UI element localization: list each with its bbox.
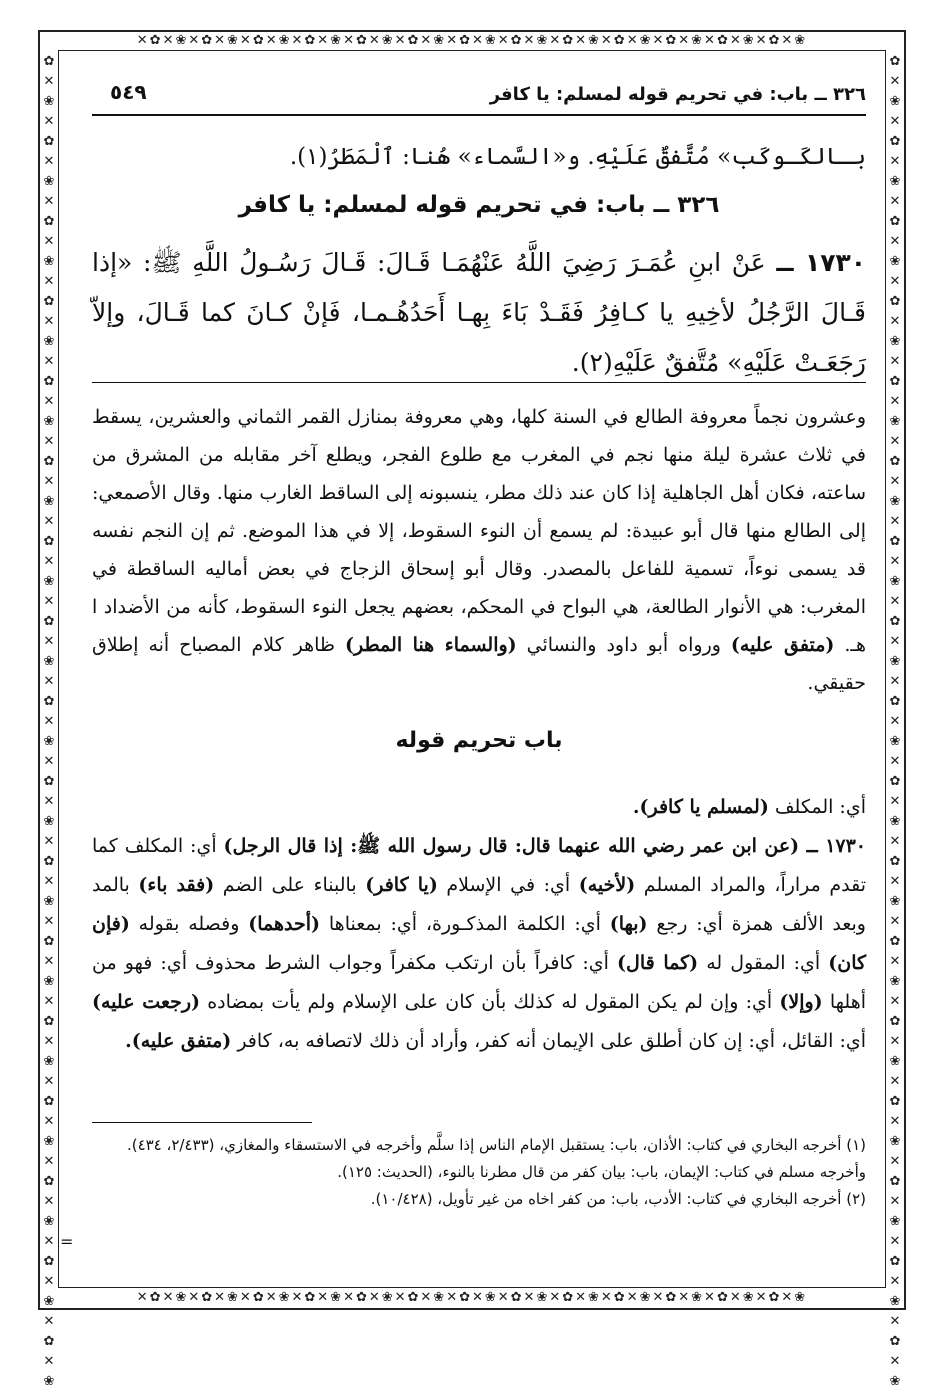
commentary-text: ظاهر كلام المصباح أنه إطلاق حقيقي. [92,634,866,694]
commentary-text: أي: كافراً بأن ارتكب مكفراً وجواب الشرط محذوف أي: فهو من أهلها [92,952,866,1013]
commentary-bold: ١٧٣٠ ــ (عن ابن عمر رضي الله عنهما قال: قال رسول الله ﷺ: إذا قال الرجل) [223,835,867,857]
ornament-border-right: ✿✕❀✕✿✕❀✕✿✕❀✕✿✕❀✕✿✕❀✕✿✕❀✕✿✕❀✕✿✕❀✕✿✕❀✕✿✕❀✕✿✕❀✕✿✕❀✕✿✕❀✕✿✕❀✕✿✕❀✕✿✕❀✕✿✕❀ [889,54,901,1389]
commentary-bold: (يا كافر) [365,874,438,896]
commentary-hadith-explanation [92,827,866,1061]
text-line-continuation: بـالكَـوكَب» مُتَّفقٌ عَلَيْهِ. و«السَّماء» هُنا: ٱلْمَطَرُ(١). [289,144,866,170]
ornament-border-left: ✿✕❀✕✿✕❀✕✿✕❀✕✿✕❀✕✿✕❀✕✿✕❀✕✿✕❀✕✿✕❀✕✿✕❀✕✿✕❀✕✿✕❀✕✿✕❀✕✿✕❀✕✿✕❀✕✿✕❀✕✿✕❀✕✿✕❀ [43,54,55,1389]
footnotes [92,1132,866,1213]
section-title: باب تحريم قوله [395,728,563,753]
commentary-bold: (بها) [609,913,648,935]
commentary-text: أي: في الإسلام [446,874,571,896]
running-head-title: ٣٢٦ ــ باب: في تحريم قوله لمسلم: يا كافر [489,84,866,105]
commentary-text: وعشرون نجماً معروفة الطالع في السنة كلها، وهي معروفة بمنازل القمر الثماني والعشرين، يسقط في ثلاث عشرة ليلة منها نجم في المغرب مع طلوع الفجر، ويطلع آخر مقابله من المشرق من ساعته، فكان أهل الجاهلية إذا كان عند ذلك مطر، ينسبونه إلى الساقط الغارب منها. وقال الأصمعي: إلى الطالع منها قال أبو عبيدة: لم يسمع أن النوء السقوط، إلا في هذا الموضع. ثم إن النجم نفسه قد يسمى نوءاً، تسمية للفاعل بالمصدر. وقال أبو إسحاق الزجاج في بعض أماليه الساقطة في المغرب: هي الأنوار الطالعة، هي البواح في المحكم، بعضهم يجعل النوء السقوط، كأنه من الأضداد ا هـ. [92,406,866,656]
commentary-text: أي: القائل، أي: إن كان أطلق على الإيمان أنه كفر، وأراد أن ذلك لاتصافه به، كافر [237,1030,866,1052]
footnote-1: (١) أخرجه البخاري في كتاب: الأذان، باب: يستقبل الإمام الناس إذا سلَّم وأخرجه في الاستسقاء والمغازي، (٢/٤٣٣، ٤٣٤). [126,1136,866,1154]
commentary-text: وفصله بقوله [138,913,240,935]
commentary-text: أي: وإن لم يكن المقول له كذلك بأن كان على الإسلام ولم يأت بمضاده [207,991,773,1013]
hadith-body: عَنْ ابنِ عُمَـرَ رَضِيَ اللَّهُ عَنْهُمَـا قَـالَ: قَـالَ رَسُـولُ اللَّهِ ﷺ: «إذا قَـالَ الرَّجُلُ لأخِيهِ يا كـافِرُ فَقَـدْ بَاءَ بِهـا أَحَدُهُـمـا، فَإنْ كـانَ كما قَـالَ، وإلاّ رَجَعَـتْ عَلَيْهِ» مُتَّفقٌ عَلَيْهِ(٢). [92,248,866,377]
footnote-2: (٢) أخرجه البخاري في كتاب: الأدب، باب: من كفر اخاه من غير تأويل، (١٠/٤٢٨). [370,1190,866,1208]
commentary-paragraph-2 [92,788,866,1061]
ornament-border-top: ✕✿✕❀✕✿✕❀✕✿✕❀✕✿✕❀✕✿✕❀✕✿✕❀✕✿✕❀✕✿✕❀✕✿✕❀✕✿✕❀✕✿✕❀✕✿✕❀✕✿✕❀ [136,33,808,48]
commentary-bold: (فقد باء) [138,874,215,896]
commentary-bold: (أحدهما) [248,913,321,935]
commentary-bold: (كما قال) [617,952,699,974]
commentary-bold: (لمسلم يا كافر). [632,796,769,818]
footnote-1b: وأخرجه مسلم في كتاب: الإيمان، باب: بيان كفر من قال مطرنا بالنوء، (الحديث: ١٢٥). [337,1163,866,1181]
commentary-bold: (لأخيه) [578,874,636,896]
commentary-bold: (متفق عليه) [730,634,835,656]
commentary-text: بالبناء على الضم [222,874,357,896]
commentary-text: ورواه أبو داود والنسائي [526,634,721,656]
chapter-heading: ٣٢٦ ــ باب: في تحريم قوله لمسلم: يا كافر [238,192,720,218]
commentary-bold: (فإن كان) [92,913,867,974]
commentary-text: بالمد وبعد الألف همزة أي: رجع [92,874,866,935]
commentary-text: أي: المقول له [706,952,821,974]
divider-rule [92,382,866,383]
commentary-bold: (رجعت عليه) [92,991,201,1013]
commentary-paragraph-1 [92,398,866,702]
hadith-text [92,238,866,388]
ornament-border-bottom: ✕✿✕❀✕✿✕❀✕✿✕❀✕✿✕❀✕✿✕❀✕✿✕❀✕✿✕❀✕✿✕❀✕✿✕❀✕✿✕❀✕✿✕❀✕✿✕❀✕✿✕❀ [136,1290,808,1305]
commentary-bold: (متفق عليه). [125,1030,232,1052]
commentary-bold: (وإلا) [779,991,823,1013]
page-content [60,70,867,1270]
commentary-text: أي: المكلف [774,796,866,818]
commentary-line [92,788,866,827]
commentary-bold: (والسماء هنا المطر) [345,634,517,656]
commentary-text: أي: المكلف كما تقدم مراراً، والمراد المسلم [92,835,867,896]
footnote-rule [92,1122,312,1123]
commentary-text: أي: الكلمة المذكـورة، أي: بمعناها [328,913,601,935]
running-head [92,74,866,116]
page-number: ٥٤٩ [110,80,147,104]
continuation-mark: = [60,1232,74,1251]
hadith-number: ١٧٣٠ ــ [776,248,866,277]
